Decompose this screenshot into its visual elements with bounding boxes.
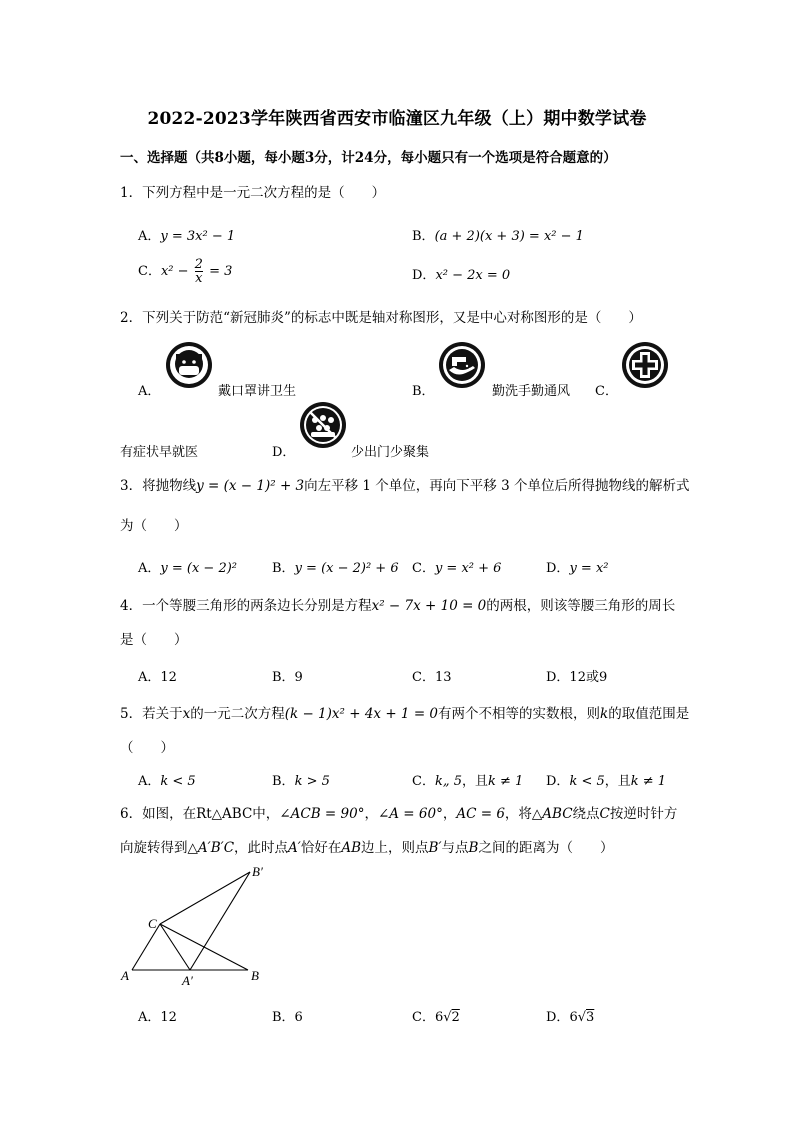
segment-ca-prime <box>160 924 190 970</box>
stem-math: △ABC <box>531 806 573 822</box>
option-math: k ≠ 1 <box>487 774 524 789</box>
question-3-option-c <box>412 557 501 576</box>
question-2-option-d-letter: D． <box>272 445 296 460</box>
option-letter: C． <box>412 561 435 576</box>
stem-text: 向旋转得到△ <box>120 840 198 856</box>
question-4-stem <box>120 594 675 614</box>
question-6-option-b: B．6 <box>272 1010 303 1025</box>
question-2-option-d-text: 少出门少聚集 <box>351 445 430 460</box>
stem-math: ∠ACB = 90° <box>279 806 365 822</box>
stem-text: 按逆时针方 <box>609 806 678 822</box>
question-2-option-a-letter: A． <box>138 384 161 399</box>
option-math: x² − 2x = 0 <box>435 268 511 283</box>
handwash-logo-icon <box>437 340 487 390</box>
stem-text: 4．一个等腰三角形的两条边长分别是方程 <box>120 598 372 614</box>
question-4-option-d: D．12或9 <box>546 670 608 685</box>
fraction-denominator: x <box>195 271 203 286</box>
option-letter: A． <box>138 229 161 244</box>
stem-text: 之间的距离为（ ） <box>478 840 614 856</box>
fraction-numerator: 2 <box>194 257 203 272</box>
stem-text: 3．将抛物线 <box>120 478 197 494</box>
option-math: y = x² + 6 <box>434 561 502 576</box>
stem-math: ∠A = 60° <box>377 806 443 822</box>
option-letter: A． <box>138 774 161 789</box>
stem-text: 6．如图，在Rt△ABC中， <box>120 806 280 822</box>
question-2-stem: 2．下列关于防范“新冠肺炎”的标志中既是轴对称图形，又是中心对称图形的是（ ） <box>120 310 642 326</box>
question-5-option-b <box>272 770 330 789</box>
question-1-option-c <box>138 258 232 285</box>
option-text: ，且 <box>604 774 631 789</box>
question-5-option-d <box>546 770 666 789</box>
stem-math: AC = 6 <box>456 806 505 822</box>
stem-math: k <box>600 706 609 722</box>
stem-math: A′ <box>288 840 301 856</box>
question-4-option-a: A．12 <box>138 670 177 685</box>
question-2-option-c-letter: C． <box>595 384 618 399</box>
label-b: B <box>251 968 259 983</box>
option-math: 6 <box>569 1010 578 1025</box>
mask-logo-icon <box>164 340 214 390</box>
option-math: k > 5 <box>294 774 330 789</box>
stem-text: ， <box>364 806 378 822</box>
stem-text: 绕点 <box>572 806 600 822</box>
triangle-rotation-figure <box>118 866 278 992</box>
sqrt-sign-icon: √ <box>443 1010 452 1025</box>
label-c: C <box>148 916 157 931</box>
question-4-option-c: C．13 <box>412 670 452 685</box>
question-2-option-c-text: 有症状早就医 <box>120 445 199 460</box>
option-math: 6 <box>434 1010 444 1025</box>
question-4-stem-cont: 是（ ） <box>120 632 188 648</box>
stem-text: 向左平移 1 个单位，再向下平移 3 个单位后所得抛物线的解析式 <box>304 478 690 494</box>
question-5-option-a <box>138 770 196 789</box>
option-letter: D． <box>546 1010 570 1025</box>
option-math: y = 3x² − 1 <box>160 229 236 244</box>
stem-text: 有两个不相等的实数根，则 <box>438 706 601 722</box>
question-2-option-b-text: 勤洗手勤通风 <box>492 384 571 399</box>
stem-math: B′ <box>428 840 442 856</box>
question-5-option-c <box>412 770 523 789</box>
question-1-option-b <box>412 225 584 244</box>
option-text: ，且 <box>461 774 488 789</box>
question-2-option-a-text: 戴口罩讲卫生 <box>218 384 297 399</box>
stem-text: 的一元二次方程 <box>190 706 285 722</box>
question-6-stem <box>120 802 677 822</box>
question-3-option-a <box>138 557 237 576</box>
question-3-option-d <box>546 557 608 576</box>
stem-text: ， <box>442 806 457 822</box>
stem-text: 5．若关于 <box>120 706 183 722</box>
option-letter: D． <box>546 561 570 576</box>
stem-text: 边上，则点 <box>361 840 429 856</box>
stem-math: x <box>182 706 191 722</box>
question-1-option-d <box>412 264 510 283</box>
option-letter: C． <box>412 1010 435 1025</box>
option-letter: B． <box>412 229 435 244</box>
stem-math: A′B′C <box>197 840 235 856</box>
section-heading: 一、选择题（共8小题，每小题3分，计24分，每小题只有一个选项是符合题意的） <box>120 150 617 166</box>
option-math: y = (x − 2)² <box>160 561 238 576</box>
question-4-option-b: B．9 <box>272 670 303 685</box>
question-6-option-d <box>546 1006 594 1025</box>
stem-math: B <box>468 840 479 856</box>
stem-math: y = (x − 1)² + 3 <box>196 478 305 494</box>
option-math: y = x² <box>569 561 609 576</box>
option-math: k < 5 <box>569 774 605 789</box>
stem-text: 的两根，则该等腰三角形的周长 <box>486 598 676 614</box>
question-3-stem-cont: 为（ ） <box>120 518 188 534</box>
stem-math: C <box>599 806 610 822</box>
stem-text: 与点 <box>441 840 469 856</box>
no-gathering-logo-icon <box>298 400 348 450</box>
medical-cross-logo-icon <box>620 340 670 390</box>
stem-math: (k − 1)x² + 4x + 1 = 0 <box>284 706 439 722</box>
option-letter: B． <box>272 774 295 789</box>
option-letter: D． <box>412 268 436 283</box>
radicand: 3 <box>586 1010 595 1025</box>
stem-text: ，此时点 <box>234 840 289 856</box>
question-5-stem <box>120 702 689 722</box>
label-b-prime: B′ <box>252 866 263 879</box>
option-math: y = (x − 2)² + 6 <box>294 561 399 576</box>
stem-text: 恰好在 <box>300 840 342 856</box>
question-3-option-b <box>272 557 399 576</box>
option-letter: D． <box>546 774 570 789</box>
option-math: x² − <box>160 264 189 279</box>
option-math: k ≠ 1 <box>630 774 667 789</box>
question-2-option-b-letter: B． <box>412 384 435 399</box>
stem-math: x² − 7x + 10 = 0 <box>371 598 487 614</box>
option-math: (a + 2)(x + 3) = x² − 1 <box>434 229 584 244</box>
option-math: = 3 <box>209 264 233 279</box>
stem-text: 的取值范围是 <box>608 706 690 722</box>
option-letter: A． <box>138 561 161 576</box>
option-math: k„ 5 <box>434 774 462 789</box>
page-title: 2022-2023学年陕西省西安市临潼区九年级（上）期中数学试卷 <box>147 109 647 129</box>
segment-cb-prime <box>160 872 250 924</box>
question-1-stem: 1．下列方程中是一元二次方程的是（ ） <box>120 185 386 201</box>
label-a-prime: A′ <box>182 973 193 988</box>
question-3-stem <box>120 474 689 494</box>
question-6-option-c <box>412 1006 460 1025</box>
question-1-option-a <box>138 225 235 244</box>
question-6-stem-line2 <box>120 836 613 856</box>
stem-math: AB <box>341 840 362 856</box>
question-5-stem-cont: （ ） <box>120 740 174 756</box>
sqrt-sign-icon: √ <box>577 1010 587 1025</box>
option-letter: C． <box>138 264 161 279</box>
stem-text: ，将 <box>504 806 532 822</box>
radicand: 2 <box>451 1010 460 1025</box>
fraction <box>195 258 203 285</box>
option-letter: B． <box>272 561 295 576</box>
option-letter: C． <box>412 774 435 789</box>
option-math: k < 5 <box>160 774 196 789</box>
question-6-option-a: A．12 <box>138 1010 177 1025</box>
label-a: A <box>121 968 129 983</box>
